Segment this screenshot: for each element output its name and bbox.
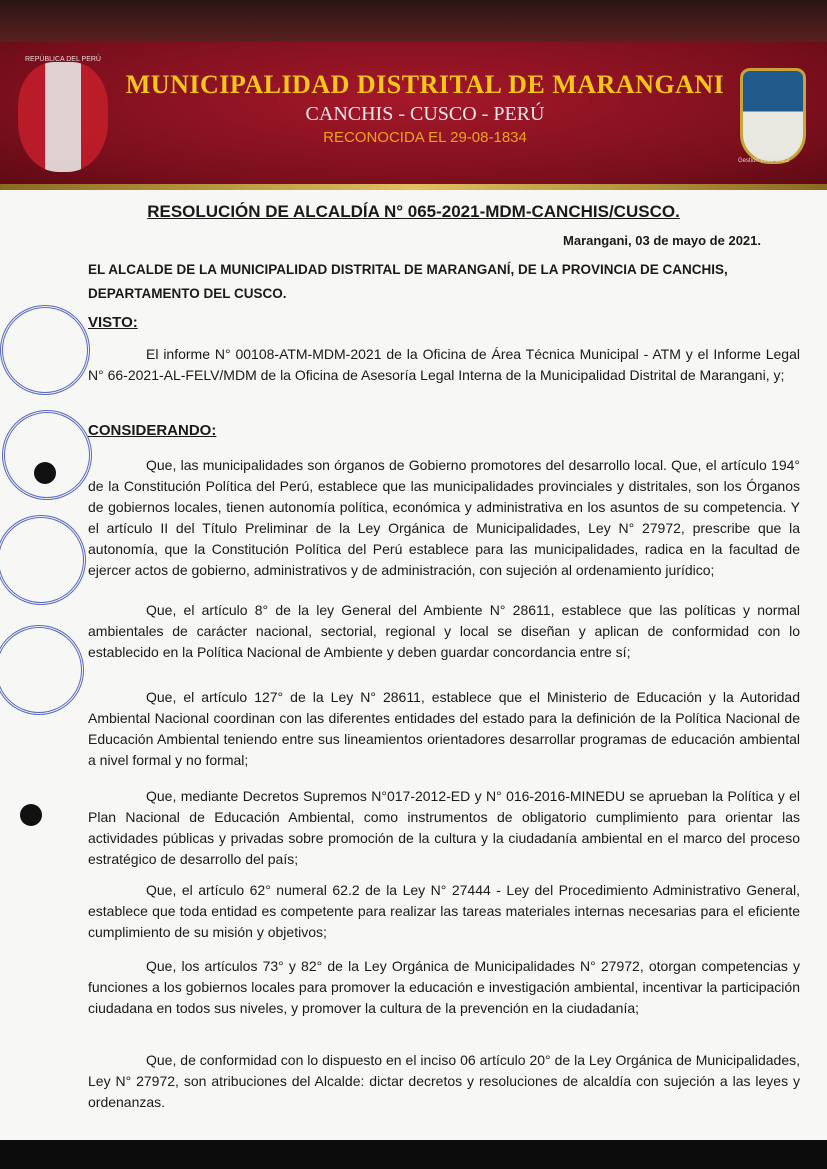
scan-edge bbox=[0, 0, 827, 42]
considerando-heading: CONSIDERANDO: bbox=[88, 422, 217, 439]
peru-coat-of-arms-icon bbox=[18, 56, 108, 172]
scan-edge bbox=[0, 1140, 827, 1169]
municipality-location: CANCHIS - CUSCO - PERÚ bbox=[305, 103, 545, 125]
marangani-shield-icon bbox=[740, 68, 806, 164]
considerando-paragraph: Que, los artículos 73° y 82° de la Ley Orgánica de Municipalidades N° 27972, otorgan competencias y funciones a los gobiernos locales para promover la educación e investigación ambiental, incentivar la participación ciudadana en todos sus niveles, y promover la cultura de la prevención en la ciudadanía; bbox=[88, 958, 800, 1016]
gerencia-stamp bbox=[0, 625, 84, 715]
punch-hole bbox=[20, 804, 42, 826]
issuer-header: EL ALCALDE DE LA MUNICIPALIDAD DISTRITAL DE MARANGANÍ, DE LA PROVINCIA DE CANCHIS, DEPARTAMENTO DEL CUSCO. bbox=[88, 262, 728, 301]
visto-heading: VISTO: bbox=[88, 314, 138, 331]
punch-hole bbox=[34, 462, 56, 484]
considerando-paragraph: Que, mediante Decretos Supremos N°017-2012-ED y N° 016-2016-MINEDU se aprueban la Política y el Plan Nacional de Educación Ambiental, como instrumentos de obligatorio cumplimiento para orientar las actividades públicas y privadas sobre promoción de la cultura y la ciudadanía ambiental en el marco del proceso estratégico de desarrollo del país; bbox=[88, 788, 800, 867]
considerando-paragraph: Que, el artículo 127° de la Ley N° 28611, establece que el Ministerio de Educación y la Autoridad Ambiental Nacional coordinan con las diferentes entidades del estado para la definición de la Política Nacional de Educación Ambiental teniendo entre sus lineamientos orientadores desarrollar programas de educación ambiental a nivel formal y no formal; bbox=[88, 689, 800, 768]
recognition-date: RECONOCIDA EL 29-08-1834 bbox=[323, 129, 527, 146]
alcaldia-stamp bbox=[0, 305, 90, 395]
legal-advisory-stamp bbox=[0, 515, 86, 605]
resolution-title: RESOLUCIÓN DE ALCALDÍA N° 065-2021-MDM-CANCHIS/CUSCO. bbox=[147, 202, 680, 221]
municipal-seal-stamp bbox=[2, 410, 92, 500]
letterhead-gold-line bbox=[0, 184, 827, 190]
considerando-paragraph: Que, el artículo 62° numeral 62.2 de la Ley N° 27444 - Ley del Procedimiento Administrativo General, establece que toda entidad es competente para realizar las tareas materiales internas necesarias para el eficiente cumplimiento de su misión y objetivos; bbox=[88, 882, 800, 940]
administration-period: Gestión 2019-2022 bbox=[738, 158, 790, 164]
resolution-date: Marangani, 03 de mayo de 2021. bbox=[563, 233, 761, 248]
crest-label: REPÚBLICA DEL PERÚ bbox=[25, 56, 101, 63]
considerando-paragraph: Que, las municipalidades son órganos de Gobierno promotores del desarrollo local. Que, el artículo 194° de la Constitución Política del Perú, establece que las municipalidades provinciales y distritales, son los Órganos de gobiernos locales, tienen autonomía política, económica y administrativa en los asuntos de su competencia. Y el artículo II del Título Preliminar de la Ley Orgánica de Municipalidades, Ley N° 27972, prescribe que la autonomía, que la Constitución Política del Perú establece para las municipalidades, radica en la facultad de ejercer actos de gobierno, administrativos y de administración, con sujeción al ordenamiento jurídico; bbox=[88, 457, 800, 578]
considerando-paragraph: Que, el artículo 8° de la ley General del Ambiente N° 28611, establece que las políticas y normal ambientales de carácter nacional, sectorial, regional y local se diseñan y aplican de conformidad con lo establecido en la Política Nacional de Ambiente y deben guardar concordancia entre sí; bbox=[88, 602, 800, 660]
visto-text: El informe N° 00108-ATM-MDM-2021 de la Oficina de Área Técnica Municipal - ATM y el Informe Legal N° 66-2021-AL-FELV/MDM de la Oficina de Asesoría Legal Interna de la Municipalidad Distrital de Marangani, y; bbox=[88, 346, 800, 383]
considerando-paragraph: Que, de conformidad con lo dispuesto en el inciso 06 artículo 20° de la Ley Orgánica de Municipalidades, Ley N° 27972, son atribuciones del Alcalde: dictar decretos y resoluciones de alcaldía con sujeción a las leyes y ordenanzas. bbox=[88, 1052, 800, 1110]
municipality-name: MUNICIPALIDAD DISTRITAL DE MARANGANI bbox=[125, 70, 725, 99]
